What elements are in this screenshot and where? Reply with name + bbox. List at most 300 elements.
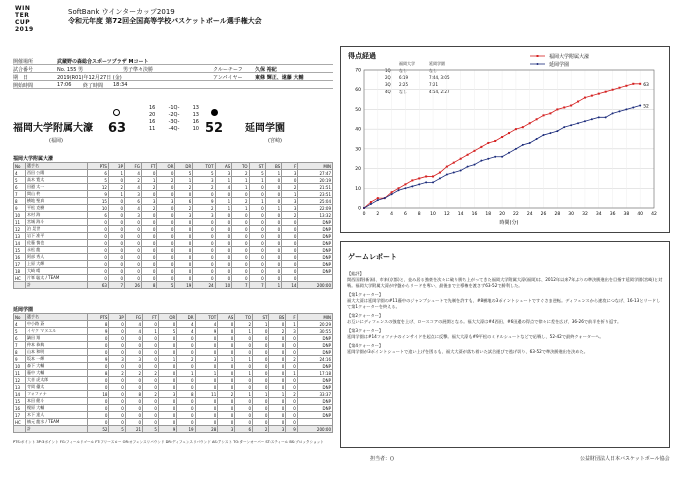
data-point xyxy=(460,170,462,172)
x-tick-label: 40 xyxy=(637,212,644,217)
cell: 0 xyxy=(157,170,175,177)
cell: 0 xyxy=(158,370,176,377)
cell: 0 xyxy=(269,349,286,356)
cell: 6 xyxy=(125,198,142,205)
cell: 0 xyxy=(157,275,175,282)
data-point xyxy=(391,193,393,195)
cell: 西田 公陽 xyxy=(26,170,88,177)
x-tick-label: 22 xyxy=(513,212,519,217)
cell: 選手名 xyxy=(26,314,88,321)
cell: 0 xyxy=(125,377,142,384)
sponsor-title: SoftBank ウインターカップ2019 xyxy=(68,8,175,16)
cell: 岩下 准平 xyxy=(26,233,88,240)
org-name: 公益財団法人日本バスケットボール協会 xyxy=(580,456,670,462)
cell: 8 xyxy=(88,370,109,377)
cell: 0 xyxy=(249,219,265,226)
cell: 0 xyxy=(265,233,282,240)
data-point xyxy=(591,118,593,120)
cell: 0 xyxy=(265,268,282,275)
cell: 13 xyxy=(14,384,26,391)
cell: 0 xyxy=(232,275,249,282)
cell: 12 xyxy=(14,226,26,233)
cell: 5 xyxy=(175,170,193,177)
cell: 9 xyxy=(88,328,109,335)
cell: 0 xyxy=(195,384,218,391)
cell: 0 xyxy=(143,405,159,412)
cell: 0 xyxy=(175,233,193,240)
data-point xyxy=(384,197,386,199)
cell: 0 xyxy=(88,398,109,405)
cell: 0 xyxy=(282,247,298,254)
table-row xyxy=(14,219,333,226)
end-label: 52 xyxy=(643,104,649,110)
y-tick-label: 40 xyxy=(355,127,361,133)
cell: 11 xyxy=(14,219,26,226)
report-title: ゲームレポート xyxy=(348,253,397,261)
cell: 0 xyxy=(143,349,159,356)
cell: 3P xyxy=(108,163,124,170)
data-point xyxy=(453,172,455,174)
cell: 0 xyxy=(235,398,253,405)
cell: 0 xyxy=(88,335,109,342)
cell: 2 xyxy=(177,356,195,363)
cell xyxy=(14,282,26,289)
cell: 0 xyxy=(265,177,282,184)
cell: 18 xyxy=(14,268,26,275)
score-progress-chart xyxy=(340,46,670,233)
cell: 0 xyxy=(253,412,269,419)
away-team-name: 延岡学園 xyxy=(245,123,285,134)
home-score: 63 xyxy=(108,121,127,136)
cell: 2 xyxy=(253,426,269,433)
cell: 0 xyxy=(235,412,253,419)
data-point xyxy=(508,152,510,154)
cell: 5 xyxy=(109,426,125,433)
cell: 楠元 龍水 / TEAM xyxy=(26,419,88,426)
total-row xyxy=(14,426,333,433)
data-point xyxy=(473,150,475,152)
cell: 10 xyxy=(215,282,232,289)
round: 男子準々決勝 xyxy=(123,67,154,73)
x-tick-label: 2 xyxy=(376,212,380,217)
cell: 0 xyxy=(286,377,297,384)
table-row xyxy=(14,321,333,328)
cell: 藤中 大輔 xyxy=(26,370,88,377)
cell: 0 xyxy=(286,363,297,370)
home-boxscore-table xyxy=(13,162,333,289)
cell: 0 xyxy=(195,405,218,412)
away-pref: (宮崎) xyxy=(268,138,282,144)
cell: 平松 克樹 xyxy=(26,205,88,212)
cell: 0 xyxy=(286,335,297,342)
cell: 0 xyxy=(282,254,298,261)
cell: DR xyxy=(177,314,195,321)
cell: 0 xyxy=(88,349,109,356)
report-paragraph: お互いにディフェンスの強度を上げ、ロースコアの展開となる。福大大濠は#4西田、#6田邉の得点で徐々に差を広げ、36-26で前半を折り返す。 xyxy=(347,319,622,324)
cell: 4 xyxy=(14,321,26,328)
cell: 0 xyxy=(88,240,109,247)
cell: 0 xyxy=(143,342,159,349)
cell: 1 xyxy=(215,198,232,205)
table-row xyxy=(14,240,333,247)
legend-label: 延岡学園 xyxy=(549,61,570,68)
cell: 2 xyxy=(141,205,156,212)
cell: 1 xyxy=(195,370,218,377)
cell: 片峯 聡太 / TEAM xyxy=(26,275,88,282)
cell: 5 xyxy=(143,426,159,433)
cell: 0 xyxy=(235,335,253,342)
cell: 0 xyxy=(215,261,232,268)
cell: 6 xyxy=(235,426,253,433)
change-row: 2Q 6:19 7:44, 3:05 xyxy=(385,75,450,80)
report-paragraph: 【総評】 xyxy=(347,271,364,276)
cell: 0 xyxy=(235,384,253,391)
away-score: 52 xyxy=(205,121,224,136)
cell: 0 xyxy=(88,233,109,240)
cell: 0 xyxy=(249,268,265,275)
table-row xyxy=(14,349,333,356)
cell: 選手名 xyxy=(26,163,88,170)
table-row xyxy=(14,247,333,254)
cell: 12 xyxy=(88,184,109,191)
cell: 0 xyxy=(109,412,125,419)
cell: 2 xyxy=(282,212,298,219)
data-point xyxy=(605,116,607,118)
cell: 0 xyxy=(175,268,193,275)
cell: 0 xyxy=(269,363,286,370)
cell: 21 xyxy=(125,426,142,433)
cell: 9 xyxy=(286,426,297,433)
table-row xyxy=(14,384,333,391)
data-point xyxy=(515,128,517,130)
report-body xyxy=(347,268,663,355)
cell: 63 xyxy=(88,282,109,289)
cell: 0 xyxy=(249,233,265,240)
cell: 9 xyxy=(88,191,109,198)
cell: 0 xyxy=(195,349,218,356)
cell: 1 xyxy=(232,184,249,191)
data-point xyxy=(563,106,565,108)
table-row xyxy=(14,328,333,335)
cell: 7 xyxy=(249,282,265,289)
x-tick-label: 16 xyxy=(471,212,478,217)
cell: 0 xyxy=(282,177,298,184)
y-tick-label: 30 xyxy=(355,147,361,153)
cell: 10 xyxy=(14,212,26,219)
cell: 0 xyxy=(158,412,176,419)
report-paragraph: 関西国際(新潟)、市来(京都)と、並み居る強豪を次々に破り勝ち上がってきた福岡大学附属大濠(福岡)は、2012年以来7年ぶりの準決勝進出を目指す延岡学園(宮崎)と対戦。福岡大学附属大濠が序盤からリードを奪い、最後まで主導権を渡さず63-52で勝利した。 xyxy=(347,277,663,288)
cell: 3 xyxy=(269,426,286,433)
x-tick-label: 38 xyxy=(623,212,630,217)
cell: 0 xyxy=(158,321,176,328)
cell: 0 xyxy=(282,275,298,282)
cell: 0 xyxy=(286,398,297,405)
cell: 7 xyxy=(108,282,124,289)
cell: ST xyxy=(249,163,265,170)
cell: 8 xyxy=(125,391,142,398)
cell: 1 xyxy=(235,328,253,335)
cell: 0 xyxy=(125,363,142,370)
data-point xyxy=(584,120,586,122)
cell xyxy=(298,275,333,282)
cell: 0 xyxy=(157,240,175,247)
cell: 0 xyxy=(141,233,156,240)
cell: 0 xyxy=(265,212,282,219)
cell: 13:32 xyxy=(298,212,333,219)
cell: 0 xyxy=(108,177,124,184)
cell: DNP xyxy=(298,233,333,240)
data-point xyxy=(398,187,400,189)
start-time: 17:06 xyxy=(57,82,72,88)
cell: 17 xyxy=(14,412,26,419)
cell: 0 xyxy=(265,219,282,226)
cell: 3 xyxy=(286,328,297,335)
home-pref: (福岡) xyxy=(49,138,63,144)
cell: 間山 柊 xyxy=(26,191,88,198)
cell: DNP xyxy=(297,412,332,419)
team-row xyxy=(14,419,333,426)
table-row xyxy=(14,412,333,419)
end-label: 63 xyxy=(643,82,649,88)
cell: 0 xyxy=(141,254,156,261)
cell: 本田 健斗 xyxy=(26,398,88,405)
cell: 0 xyxy=(253,356,269,363)
cell: 2 xyxy=(175,205,193,212)
cell: 0 xyxy=(253,398,269,405)
cell: 8 xyxy=(141,282,156,289)
cell: 1 xyxy=(286,370,297,377)
cell: DNP xyxy=(297,363,332,370)
cell: 0 xyxy=(125,342,142,349)
cell: 0 xyxy=(141,240,156,247)
cell: 0 xyxy=(265,191,282,198)
cell: DNP xyxy=(298,268,333,275)
x-tick-label: 30 xyxy=(568,212,575,217)
cell: 0 xyxy=(175,254,193,261)
scoreboard xyxy=(13,103,333,153)
cell: 3 xyxy=(125,212,142,219)
cell: 0 xyxy=(195,335,218,342)
cell: 0 xyxy=(108,233,124,240)
cell: 2 xyxy=(109,370,125,377)
data-point xyxy=(446,166,448,168)
cell: 宮城 海斗 xyxy=(26,219,88,226)
cell: 0 xyxy=(218,398,235,405)
cell: 0 xyxy=(109,342,125,349)
cell: 1 xyxy=(282,191,298,198)
writer-label: 担当者：() xyxy=(370,456,394,462)
cell: 0 xyxy=(235,377,253,384)
table-row xyxy=(14,268,333,275)
cell: 0 xyxy=(125,398,142,405)
cell: 2 xyxy=(193,184,215,191)
cell: 2 xyxy=(269,328,286,335)
wintercup-logo: WIN TER CUP 2019 xyxy=(15,5,34,33)
table-row xyxy=(14,233,333,240)
cell: 0 xyxy=(158,342,176,349)
home-col: 福岡大学 xyxy=(399,61,415,66)
cell: 0 xyxy=(177,398,195,405)
cell: 0 xyxy=(265,275,282,282)
cell: 0 xyxy=(143,363,159,370)
y-tick-label: 20 xyxy=(355,167,361,173)
cell: 0 xyxy=(218,328,235,335)
cell: 7 xyxy=(14,191,26,198)
data-point xyxy=(618,110,620,112)
cell: 2 xyxy=(193,205,215,212)
legend-marker xyxy=(537,63,539,65)
table-row xyxy=(14,370,333,377)
cell: 0 xyxy=(143,321,159,328)
cell: FT xyxy=(141,163,156,170)
start-label: 開始時間 xyxy=(13,83,34,89)
cell: 0 xyxy=(88,412,109,419)
cell: 0 xyxy=(143,377,159,384)
data-point xyxy=(612,89,614,91)
cell: 0 xyxy=(253,335,269,342)
data-point xyxy=(439,172,441,174)
cell: 0 xyxy=(109,349,125,356)
cell: 3 xyxy=(193,177,215,184)
cell: 0 xyxy=(249,212,265,219)
cell: 0 xyxy=(269,412,286,419)
cell: 0 xyxy=(215,268,232,275)
data-point xyxy=(529,122,531,124)
cell: 5 xyxy=(193,170,215,177)
cell: 0 xyxy=(158,398,176,405)
cell: 0 xyxy=(88,219,109,226)
cell: 2 xyxy=(125,177,142,184)
cell: 0 xyxy=(125,275,142,282)
cell: 0 xyxy=(177,349,195,356)
cell: 4 xyxy=(125,170,142,177)
cell: 6 xyxy=(88,170,109,177)
cell: 2 xyxy=(108,184,124,191)
cell: 0 xyxy=(175,226,193,233)
away-marker-icon xyxy=(211,109,218,116)
cell: 2 xyxy=(232,170,249,177)
cell: 0 xyxy=(215,247,232,254)
cell: 0 xyxy=(193,191,215,198)
data-point xyxy=(377,199,379,201)
cell: 0 xyxy=(88,247,109,254)
cell: 0 xyxy=(195,342,218,349)
x-tick-label: 12 xyxy=(443,212,450,217)
cell: 0 xyxy=(157,254,175,261)
game-number: No. 155 男 xyxy=(57,67,84,73)
away-boxscore-table xyxy=(13,313,333,433)
cell: 0 xyxy=(232,226,249,233)
cell: 0 xyxy=(215,240,232,247)
cell: 0 xyxy=(157,212,175,219)
legend-marker xyxy=(537,55,539,57)
data-point xyxy=(370,203,372,205)
cell: 0 xyxy=(143,384,159,391)
table-row xyxy=(14,391,333,398)
data-point xyxy=(411,185,413,187)
cell: 0 xyxy=(232,212,249,219)
cell: 0 xyxy=(269,398,286,405)
x-tick-label: 24 xyxy=(526,212,533,217)
x-tick-label: 26 xyxy=(540,212,547,217)
cell: 山本 和明 xyxy=(26,349,88,356)
graph-title: 得点経過 xyxy=(348,52,376,60)
cell: 0 xyxy=(88,377,109,384)
data-point xyxy=(618,87,620,89)
cell: 田邉 太一 xyxy=(26,184,88,191)
cell: 1 xyxy=(235,356,253,363)
cell: MIN xyxy=(298,163,333,170)
cell: 3 xyxy=(215,170,232,177)
cell: 0 xyxy=(249,226,265,233)
data-point xyxy=(398,189,400,191)
cell: 0 xyxy=(175,261,193,268)
cell: 2 xyxy=(141,184,156,191)
cell: 泊 晃世 xyxy=(26,226,88,233)
cell: FG xyxy=(125,314,142,321)
change-row: 3Q 2:25 7:21 xyxy=(385,82,438,87)
cell: 0 xyxy=(265,240,282,247)
cell: 0 xyxy=(109,321,125,328)
cell: 0 xyxy=(158,405,176,412)
cell: PTS xyxy=(88,314,109,321)
cell: イヤク マヌエル xyxy=(26,328,88,335)
report-paragraph: 【第4クォーター】 xyxy=(347,343,384,348)
data-point xyxy=(625,85,627,87)
cell: DNP xyxy=(297,377,332,384)
cell: 8 xyxy=(88,321,109,328)
cell: 永松 龍 xyxy=(26,247,88,254)
cell: 0 xyxy=(265,226,282,233)
cell: 14 xyxy=(14,240,26,247)
cell: 0 xyxy=(125,240,142,247)
cell: 1 xyxy=(253,391,269,398)
cell: 計 xyxy=(26,282,88,289)
cell: 0 xyxy=(265,247,282,254)
data-point xyxy=(522,126,524,128)
cell: 14 xyxy=(14,391,26,398)
cell: 木下 達人 xyxy=(26,412,88,419)
cell: 1 xyxy=(269,391,286,398)
cell: 0 xyxy=(88,363,109,370)
cell: 17:18 xyxy=(297,370,332,377)
data-point xyxy=(418,183,420,185)
y-tick-label: 60 xyxy=(355,88,361,94)
data-point xyxy=(501,136,503,138)
cell: 0 xyxy=(125,254,142,261)
cell xyxy=(297,419,332,426)
cell: 1 xyxy=(218,356,235,363)
crew-chief: 久保 裕紀 xyxy=(255,67,277,73)
cell: 26 xyxy=(125,282,142,289)
cell: 4 xyxy=(14,170,26,177)
x-tick-label: 0 xyxy=(362,212,366,217)
table-row xyxy=(14,335,333,342)
cell: TOT xyxy=(193,163,215,170)
cell: 1 xyxy=(215,177,232,184)
cell: 0 xyxy=(157,191,175,198)
cell: 3 xyxy=(175,212,193,219)
cell: 1 xyxy=(235,391,253,398)
data-point xyxy=(370,201,372,203)
cell: HC xyxy=(14,275,26,282)
cell: 0 xyxy=(158,363,176,370)
away-box-title: 延岡学園 xyxy=(13,307,34,313)
cell: 0 xyxy=(177,377,195,384)
cell: 3 xyxy=(282,170,298,177)
cell: 1 xyxy=(141,177,156,184)
cell: 0 xyxy=(265,184,282,191)
